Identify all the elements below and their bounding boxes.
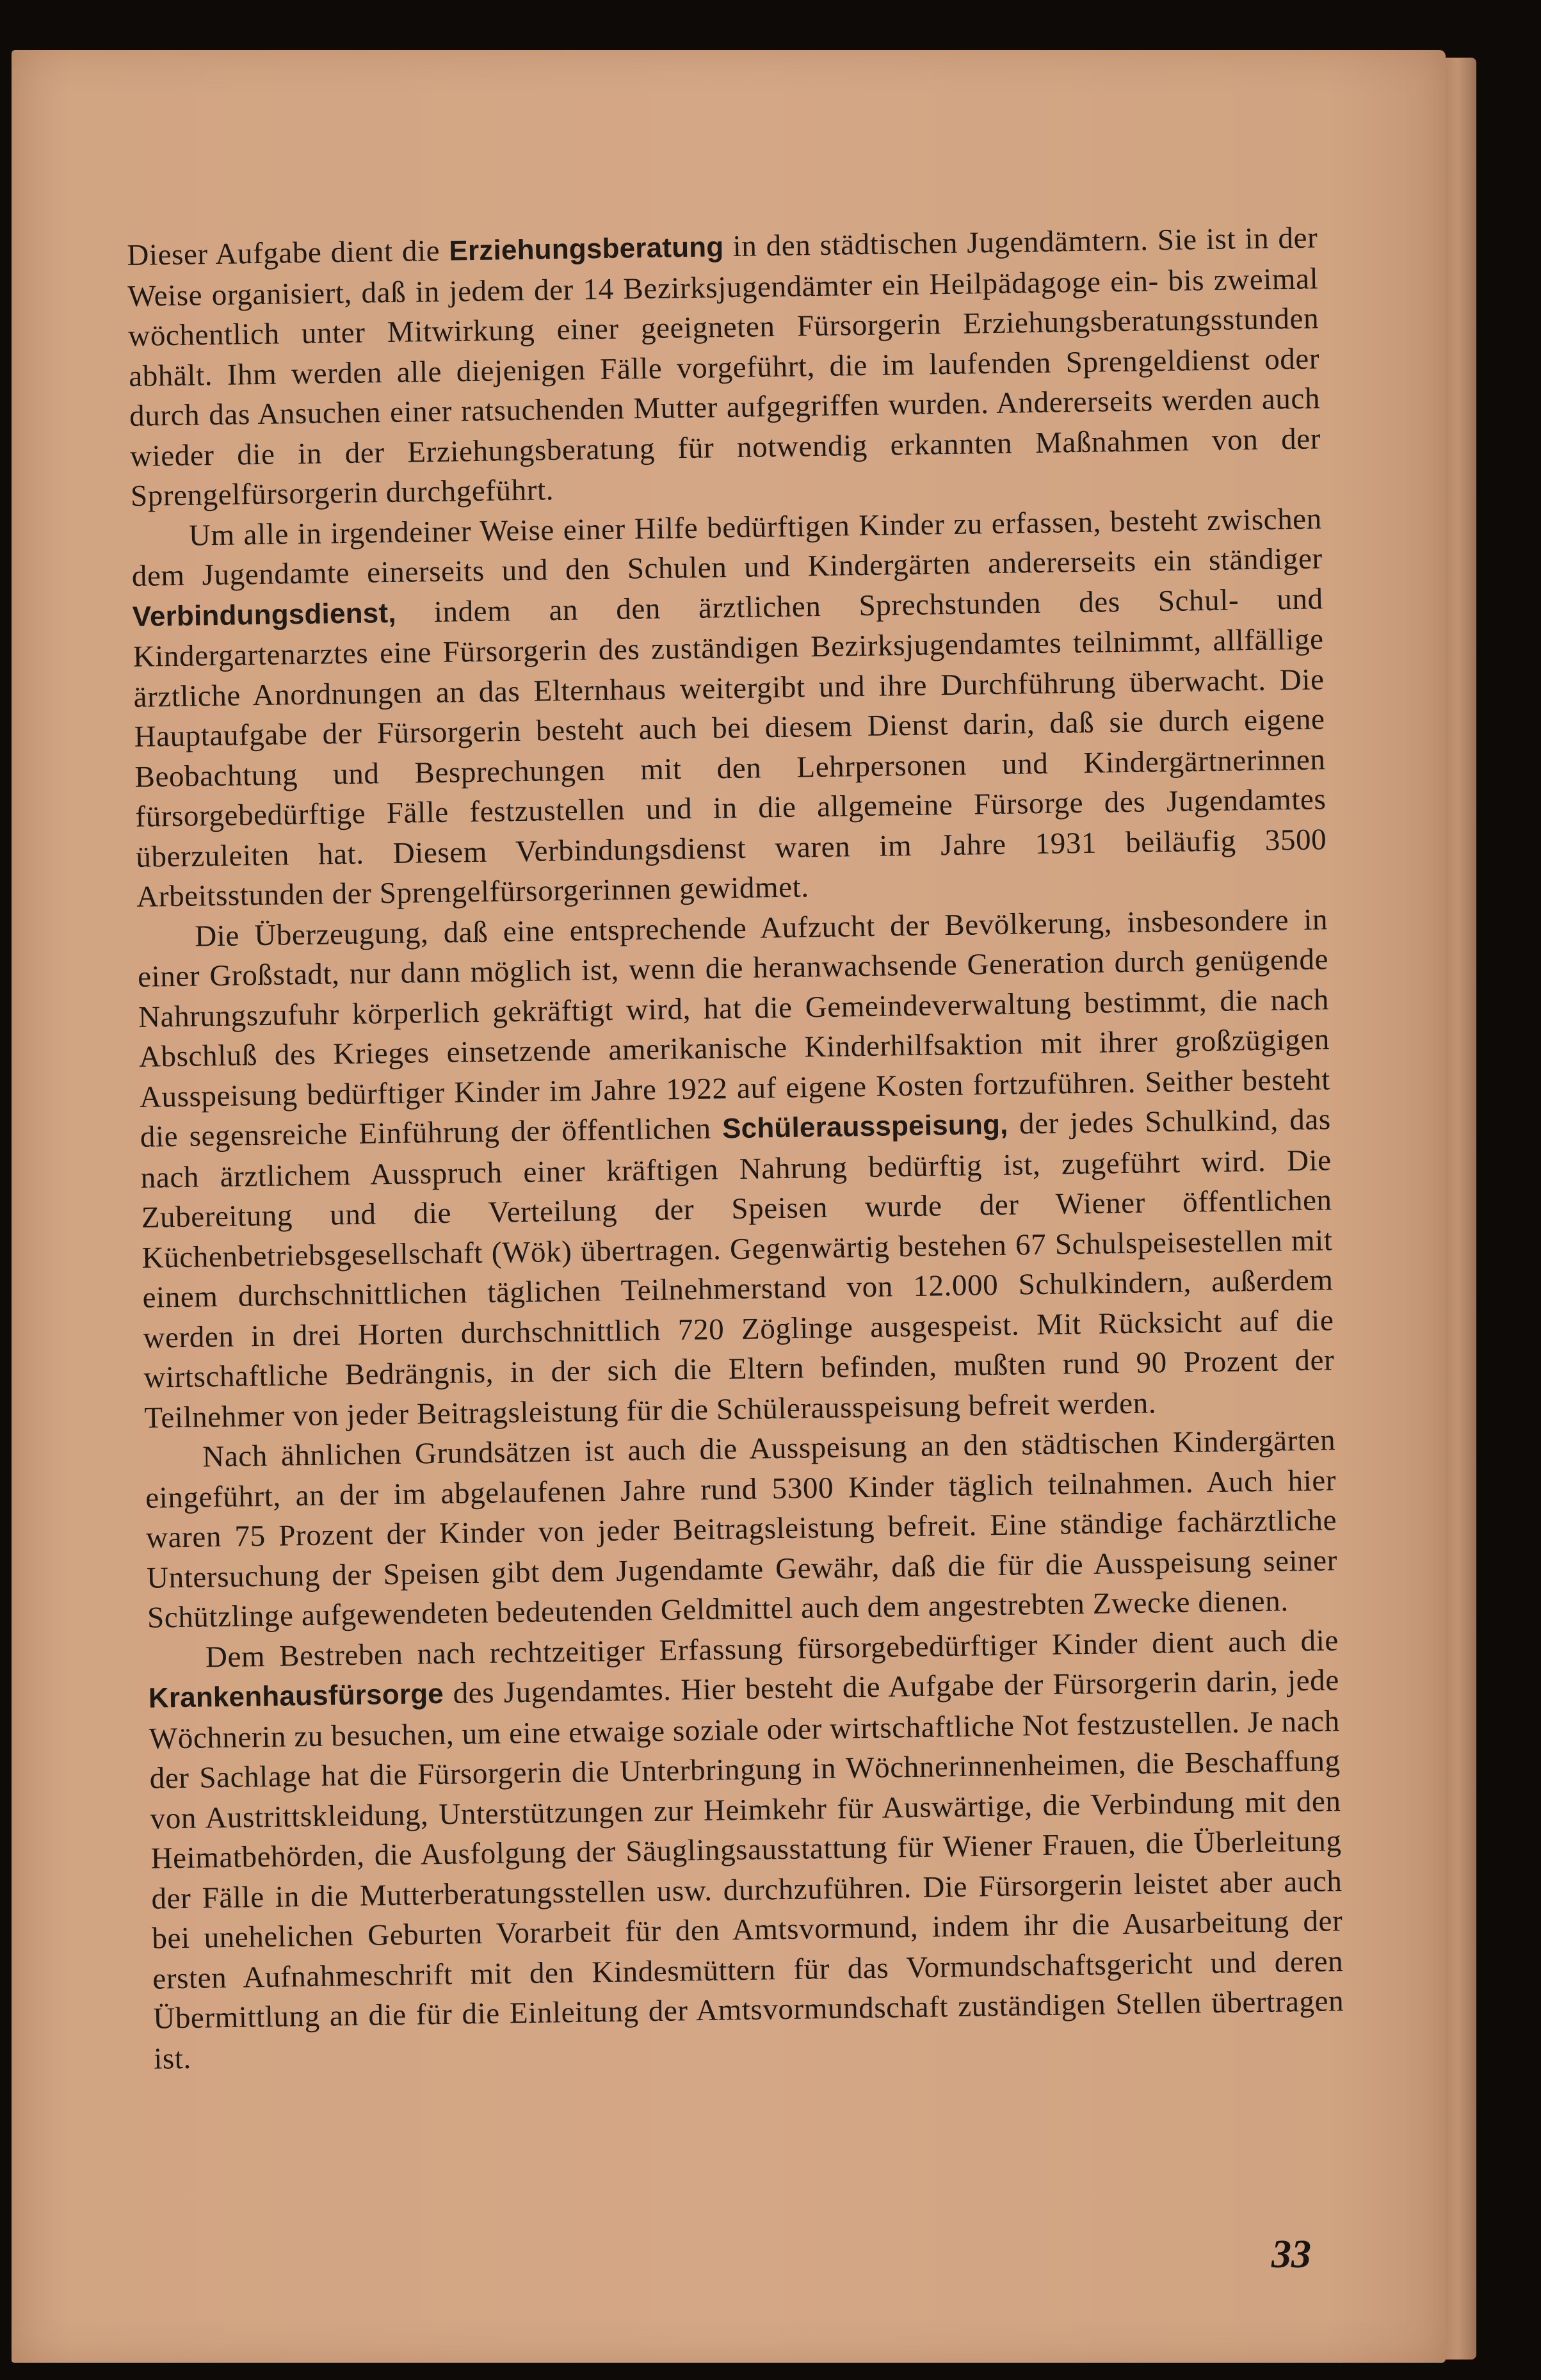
paragraph-text: der jedes Schulkind, das nach ärztlichem Ausspruch einer kräftigen Nahrung bedürftig ist, zugeführt wird. Die Zubereitung und die Verteilung der Speisen wurde der Wiener öffentlichen Küchenbetriebsgesellschaft (Wök) übertragen. Gegenwärtig bestehen 67 Schulspeisestellen mit einem durchschnittlichen täglichen Teilnehmerstand von 12.000 Schulkindern, außerdem werden in drei Horten durchschnittlich 720 Zöglinge ausgespeist. Mit Rücksicht auf die wirtschaftliche Bedrängnis, in der sich die Eltern befinden, mußten rund 90 Prozent der Teilnehmer von jeder Beitragsleistung für die Schülerausspeisung befreit werden. [140,1103,1335,1435]
paragraph [131,499,1328,918]
paragraph-text: Die Überzeugung, daß eine entsprechende Aufzucht der Bevölkerung, insbesondere in einer Großstadt, nur dann möglich ist, wenn die heranwachsende Generation durch genügende Nahrungszufuhr körperlich gekräftigt wird, hat die Gemeindeverwaltung bestimmt, die nach Abschluß des Krieges einsetzende amerikanische Kinderhilfsaktion mit ihrer großzügigen Ausspeisung bedürftiger Kinder im Jahre 1922 auf eigene Kosten fortzuführen. Seither besteht die segensreiche Einführung der öffentlichen [137,902,1331,1154]
paragraph [137,900,1335,1438]
paragraph-text: in den städtischen Jugendämtern. Sie ist in der Weise organisiert, daß in jedem der 14 Bezirksjugendämter ein Heilpädagoge ein- bis zweimal wöchentlich unter Mitwirkung einer geeigneten Fürsorgerin Erziehungsberatungsstunden abhält. Ihm werden alle diejenigen Fälle vorgeführt, die im laufenden Sprengeldienst oder durch das Ansuchen einer ratsuchenden Mutter aufgegriffen wurden. Andererseits werden auch wieder die in der Erziehungsberatung für notwendig erkannten Maßnahmen von der Sprengelfürsorgerin durchgeführt. [127,221,1321,513]
paragraph [147,1621,1344,2079]
paragraph-text: Um alle in irgendeiner Weise einer Hilfe bedürftigen Kinder zu erfassen, besteht zwischen dem Jugendamte einerseits und den Schulen und Kindergärten andererseits ein ständiger [131,501,1323,593]
page-edge-stack [1446,58,1476,2360]
book-page [12,50,1446,2363]
paragraph [127,218,1321,516]
paragraph-text: Nach ähnlichen Grundsätzen ist auch die Ausspeisung an den städtischen Kindergärten eingeführt, an der im abgelaufenen Jahre rund 5300 Kinder täglich teilnahmen. Auch hier waren 75 Prozent der Kinder von jeder Beitragsleistung befreit. Eine ständige fachärztliche Untersuchung der Speisen gibt dem Jugendamte Gewähr, daß die für die Ausspeisung seiner Schützlinge aufgewendeten bedeutenden Geldmittel auch dem angestrebten Zwecke dienen. [145,1423,1338,1635]
bold-term-erziehungsberatung: Erziehungsberatung [449,231,724,267]
paragraph [145,1420,1338,1638]
page-number: 33 [1271,2233,1311,2276]
bold-term-verbindungsdienst: Verbindungsdienst, [132,597,397,633]
paragraph-text: Dieser Aufgabe dient die [127,234,449,272]
body-text [127,218,1345,2078]
paragraph-text: des Jugendamtes. Hier besteht die Aufgabe der Fürsorgerin darin, jede Wöchnerin zu besuchen, um eine etwaige soziale oder wirtschaftliche Not festzustellen. Je nach der Sachlage hat die Fürsorgerin die Unterbringung in Wöchnerinnenheimen, die Beschaffung von Austrittskleidung, Unterstützungen zur Heimkehr für Auswärtige, die Verbindung mit den Heimatbehörden, die Ausfolgung der Säuglingsausstattung für Wiener Frauen, die Überleitung der Fälle in die Mutterberatungsstellen usw. durchzuführen. Die Fürsorgerin leistet aber auch bei unehelichen Geburten Vorarbeit für den Amtsvormund, indem ihr die Ausarbeitung der ersten Aufnahmeschrift mit den Kindesmüttern für das Vormundschaftsgericht und deren Übermittlung an die für die Einleitung der Amtsvormundschaft zuständigen Stellen übertragen ist. [149,1664,1344,2076]
bold-term-krankenhausfuersorge: Krankenhausfürsorge [148,1678,444,1714]
bold-term-schuelerausspeisung: Schülerausspeisung, [722,1108,1008,1145]
paragraph-text: indem an den ärztlichen Sprechstunden des Schul- und Kindergartenarztes eine Fürsorgerin des zuständigen Bezirksjugendamtes teilnimmt, allfällige ärztliche Anordnungen an das Elternhaus weitergibt und ihre Durchführung überwacht. Die Hauptaufgabe der Fürsorgerin besteht auch bei diesem Dienst darin, daß sie durch eigene Beobachtung und Besprechungen mit den Lehrpersonen und Kindergärtnerinnen fürsorgebedürftige Fälle festzustellen und in die allgemeine Fürsorge des Jugendamtes überzuleiten hat. Diesem Verbindungsdienst waren im Jahre 1931 beiläufig 3500 Arbeitsstunden der Sprengelfürsorgerinnen gewidmet. [133,581,1327,914]
paragraph-text: Dem Bestreben nach rechtzeitiger Erfassung fürsorgebedürftiger Kinder dient auch die [205,1623,1339,1674]
